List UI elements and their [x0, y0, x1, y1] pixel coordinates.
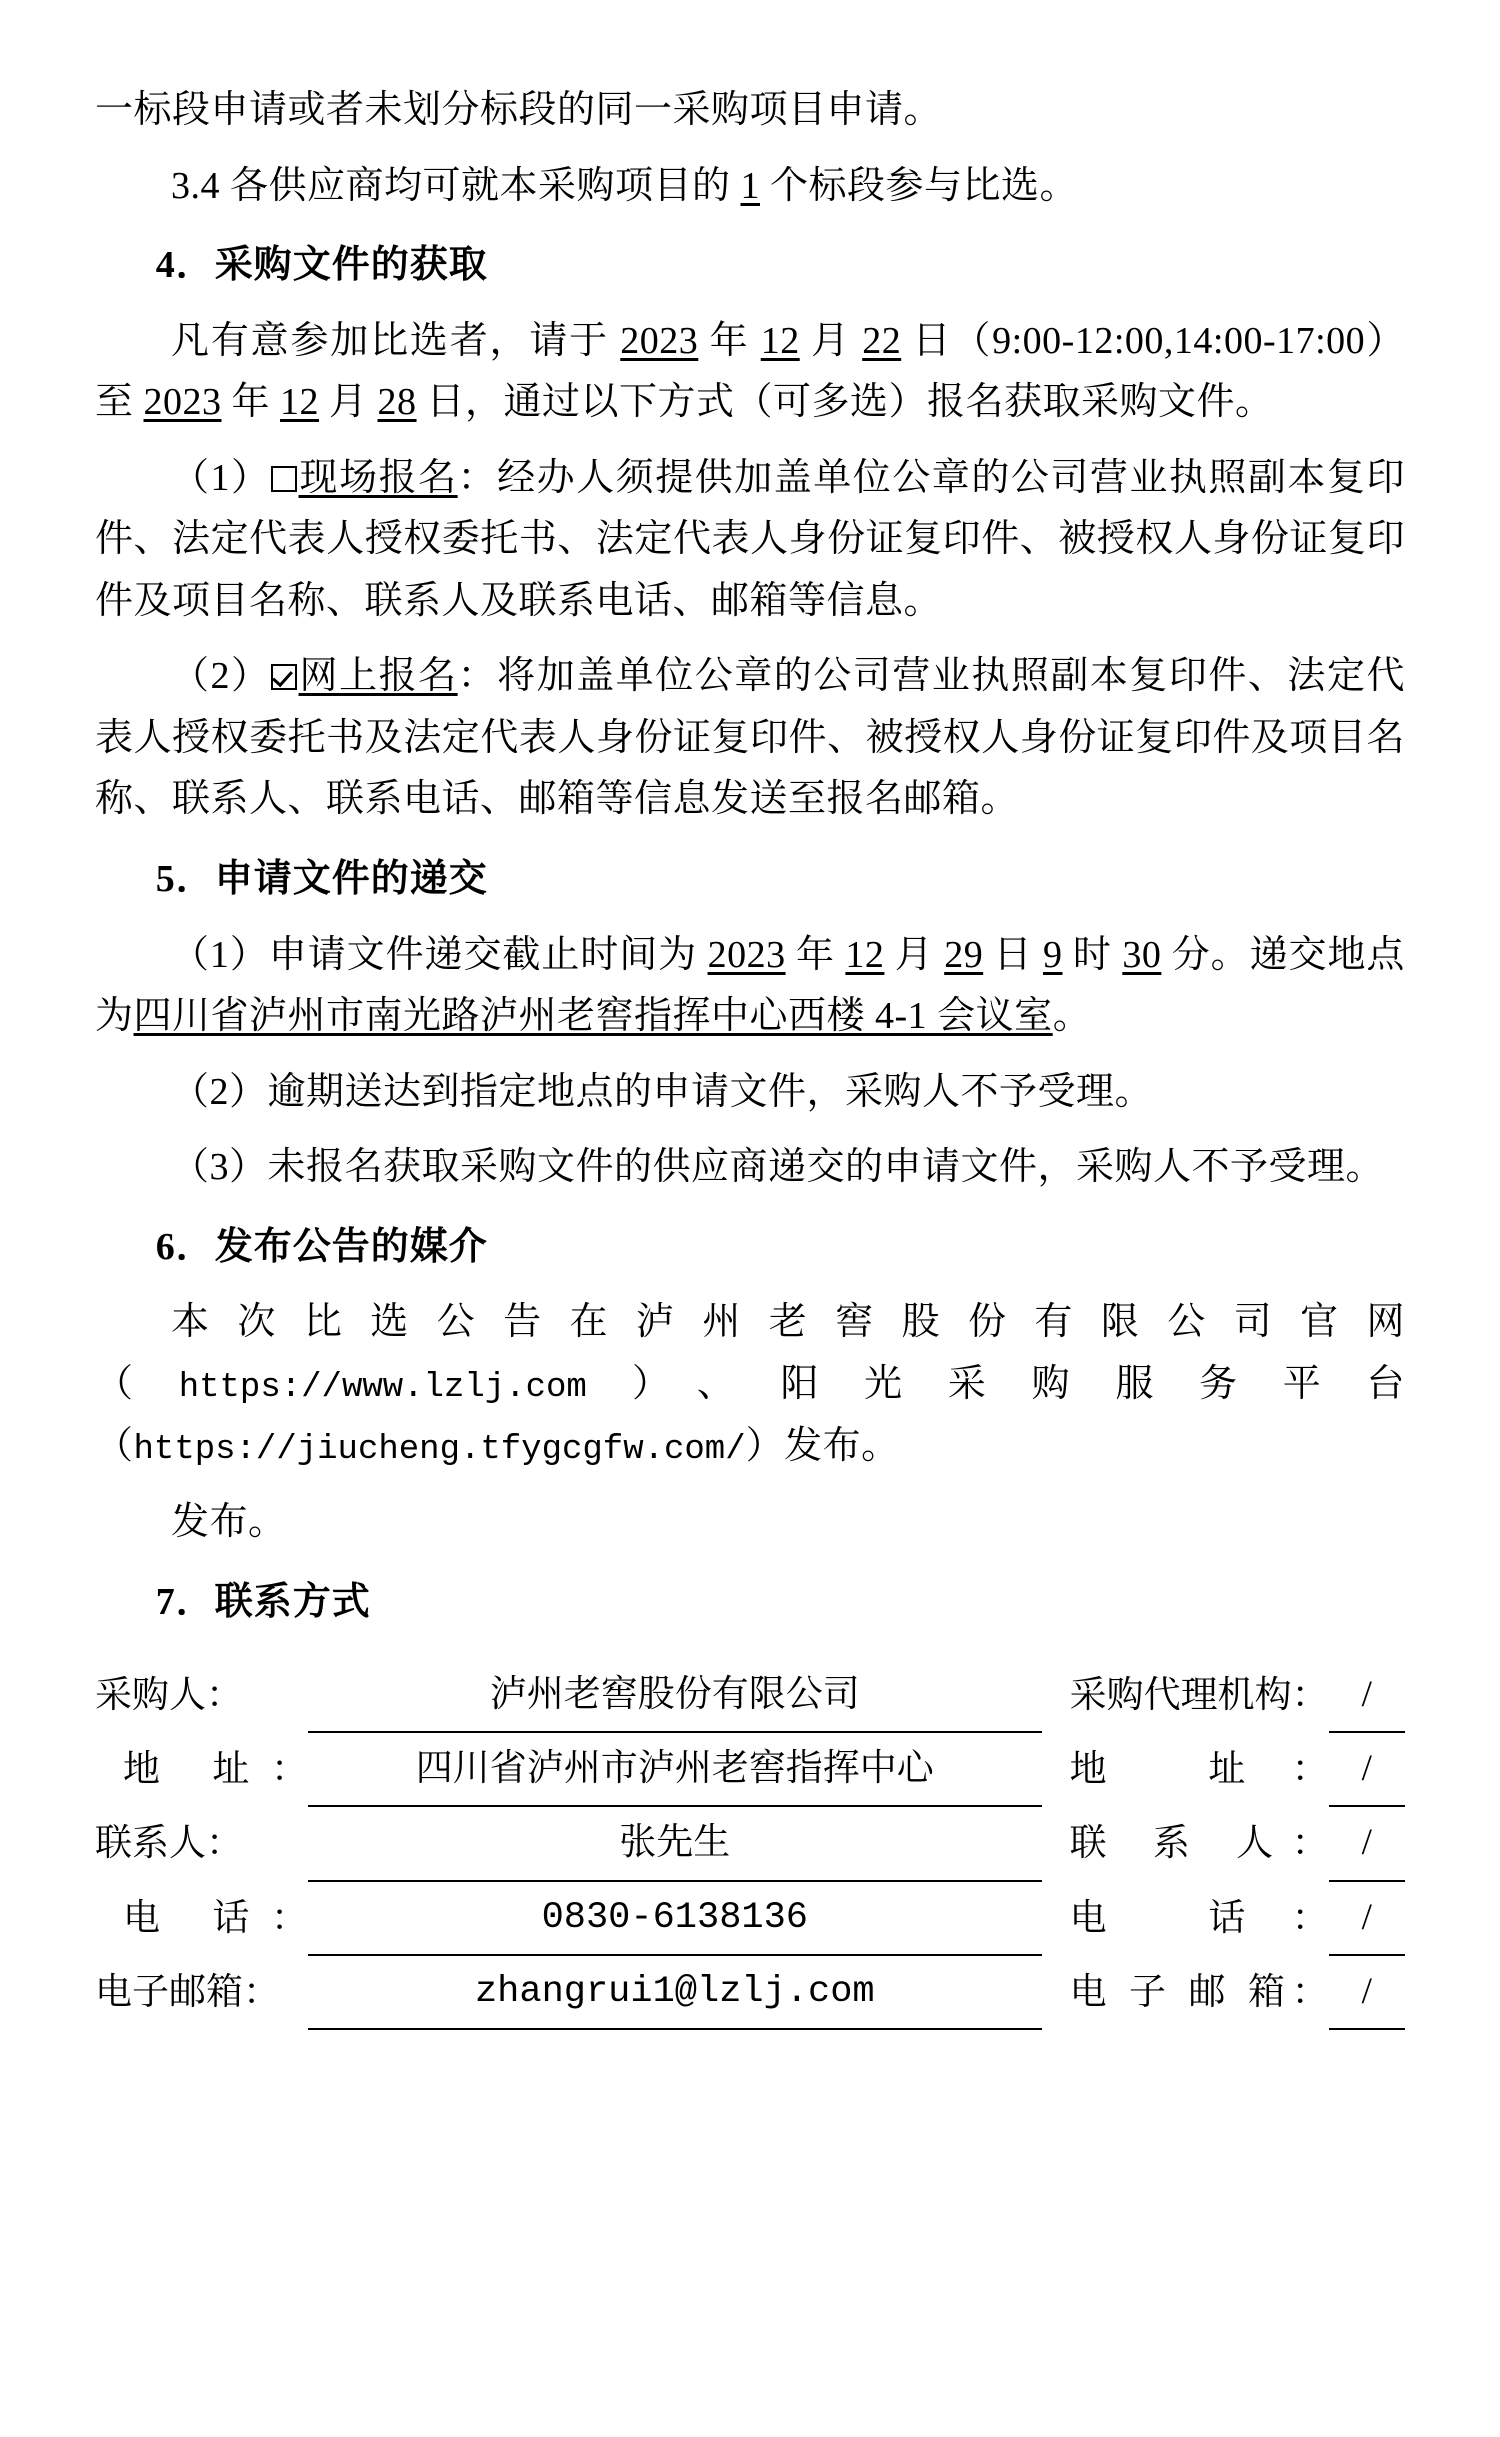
- submit-sep1: 年: [785, 933, 846, 976]
- label-address: 地 址：: [123, 1749, 308, 1791]
- value-email: zhangrui1@lzlj.com: [308, 1955, 1042, 2029]
- submit-deadline-day: 29: [944, 933, 984, 976]
- clause-3-4-lot-count: 1: [740, 164, 761, 207]
- submit-sep4: 时: [1062, 933, 1123, 976]
- heading-section-5-text: 5．申请文件的递交: [155, 858, 488, 901]
- online-registration-label: 网上报名: [298, 655, 458, 698]
- heading-section-6-text: 6．发布公告的媒介: [155, 1225, 488, 1268]
- spacer-cell: [1042, 1881, 1070, 1955]
- paragraph-5-2: [95, 1062, 1405, 1124]
- contact-table: [95, 1659, 1405, 2030]
- contact-row-purchaser: [95, 1659, 1405, 1732]
- contact-row-email: [95, 1955, 1405, 2029]
- label-agency-phone: 电 话：: [1069, 1897, 1329, 1939]
- label-agency-person: 联 系 人：: [1069, 1823, 1329, 1865]
- label-phone: 电 话：: [123, 1897, 308, 1939]
- paragraph-6-2-text: 发布。: [171, 1501, 287, 1543]
- doc-acq-prefix: 凡有意参加比选者，请于: [171, 319, 621, 362]
- paragraph-5-3: [95, 1137, 1405, 1199]
- paragraph-opening-text: 一标段申请或者未划分标段的同一采购项目申请。: [95, 89, 943, 131]
- value-purchaser: 泸州老窖股份有限公司: [308, 1659, 1042, 1732]
- value-phone: 0830-6138136: [308, 1881, 1042, 1955]
- doc-acq-end-year: 2023: [143, 381, 222, 424]
- paragraph-5-2-text: （2）逾期送达到指定地点的申请文件，采购人不予受理。: [171, 1070, 1154, 1113]
- contact-row-person: [95, 1806, 1405, 1880]
- label-agency-email: 电 子 邮 箱：: [1069, 1971, 1329, 2013]
- online-item-number: （2）: [171, 655, 271, 698]
- submit-deadline-minute: 30: [1122, 933, 1162, 976]
- platform-url[interactable]: https://jiucheng.tfygcgfw.com/: [133, 1430, 746, 1469]
- doc-acq-sep1: 年: [698, 319, 761, 362]
- doc-acq-sep2: 月: [799, 319, 863, 362]
- label-email: 电子邮箱：: [95, 1971, 280, 2013]
- onsite-registration-label: 现场报名: [298, 456, 458, 499]
- paragraph-5-3-text: （3）未报名获取采购文件的供应商递交的申请文件，采购人不予受理。: [171, 1146, 1385, 1189]
- paragraph-4-online: [95, 646, 1405, 831]
- spacer-cell: [1042, 1955, 1070, 2029]
- submit-deadline-prefix: （1）申请文件递交截止时间为: [171, 933, 708, 976]
- value-agency: /: [1329, 1659, 1405, 1732]
- label-agency: 采购代理机构：: [1069, 1675, 1329, 1717]
- paragraph-5-1: [95, 925, 1405, 1048]
- label-contact-person: 联系人：: [95, 1823, 243, 1865]
- media-middle: ）、阳光采购服务平台（: [95, 1362, 1405, 1467]
- submit-deadline-hour: 9: [1043, 933, 1063, 976]
- value-address: 四川省泸州市泸州老窖指挥中心: [308, 1732, 1042, 1806]
- paragraph-4-1: [95, 311, 1405, 434]
- checkbox-checked-icon[interactable]: [271, 664, 297, 690]
- heading-section-4: [95, 235, 1405, 297]
- doc-acq-end-day: 28: [377, 381, 417, 424]
- doc-acq-end-month: 12: [280, 381, 320, 424]
- doc-acq-hours: 日（9:00-12:00,14:00-17:00）至: [95, 319, 1405, 424]
- submit-deadline-year: 2023: [707, 933, 786, 976]
- doc-acq-start-year: 2023: [620, 319, 699, 362]
- paragraph-4-onsite: [95, 448, 1405, 633]
- onsite-item-number: （1）: [171, 456, 271, 499]
- value-agency-phone: /: [1329, 1881, 1405, 1955]
- contact-row-address: [95, 1732, 1405, 1806]
- submit-deadline-month: 12: [845, 933, 885, 976]
- submit-period: 。: [1052, 995, 1092, 1038]
- submit-sep3: 日: [983, 933, 1043, 976]
- checkbox-unchecked-icon[interactable]: [271, 466, 297, 492]
- spacer-cell: [1042, 1659, 1070, 1732]
- spacer-cell: [1042, 1732, 1070, 1806]
- clause-3-4-prefix: 3.4 各供应商均可就本采购项目的: [171, 164, 741, 207]
- onsite-registration-text: ：经办人须提供加盖单位公章的公司营业执照副本复印件、法定代表人授权委托书、法定代表人身份证复印件、被授权人身份证复印件及项目名称、联系人及联系电话、邮箱等信息。: [95, 456, 1405, 622]
- heading-section-5: [95, 849, 1405, 911]
- submit-sep2: 月: [884, 933, 945, 976]
- submit-location-prefix: 分。递交地点为: [95, 933, 1405, 1038]
- contact-row-phone: [95, 1881, 1405, 1955]
- value-agency-address: /: [1329, 1732, 1405, 1806]
- paragraph-6-2: [95, 1492, 1405, 1554]
- value-agency-email: /: [1329, 1955, 1405, 2029]
- media-prefix: 本次比选公告在泸州老窖股份有限公司官网（: [95, 1301, 1405, 1405]
- paragraph-opening: [95, 80, 1405, 142]
- heading-section-4-text: 4．采购文件的获取: [155, 244, 488, 287]
- doc-acq-sep4: 月: [319, 381, 378, 424]
- clause-3-4-suffix: 个标段参与比选。: [760, 164, 1079, 207]
- value-contact-person: 张先生: [308, 1806, 1042, 1880]
- online-registration-text: ：将加盖单位公章的公司营业执照副本复印件、法定代表人授权委托书及法定代表人身份证复印件、被授权人身份证复印件及项目名称、联系人、联系电话、邮箱等信息发送至报名邮箱。: [95, 655, 1405, 821]
- doc-acq-sep3: 年: [221, 381, 281, 424]
- doc-acq-start-month: 12: [760, 319, 800, 362]
- value-agency-person: /: [1329, 1806, 1405, 1880]
- media-suffix: ）发布。: [745, 1424, 900, 1467]
- label-agency-address: 地 址：: [1069, 1749, 1329, 1791]
- spacer-cell: [1042, 1806, 1070, 1880]
- doc-acq-start-day: 22: [862, 319, 902, 362]
- heading-section-7: [95, 1572, 1405, 1634]
- heading-section-7-text: 7．联系方式: [155, 1580, 371, 1623]
- heading-section-6: [95, 1217, 1405, 1279]
- official-website-url[interactable]: https://www.lzlj.com: [178, 1368, 587, 1407]
- paragraph-3-4: [95, 156, 1405, 218]
- doc-acq-suffix: 日，通过以下方式（可多选）报名获取采购文件。: [416, 381, 1274, 424]
- submit-location: 四川省泸州市南光路泸州老窖指挥中心西楼 4-1 会议室: [133, 995, 1053, 1038]
- label-purchaser: 采购人：: [95, 1675, 243, 1717]
- paragraph-6-1: [95, 1292, 1405, 1478]
